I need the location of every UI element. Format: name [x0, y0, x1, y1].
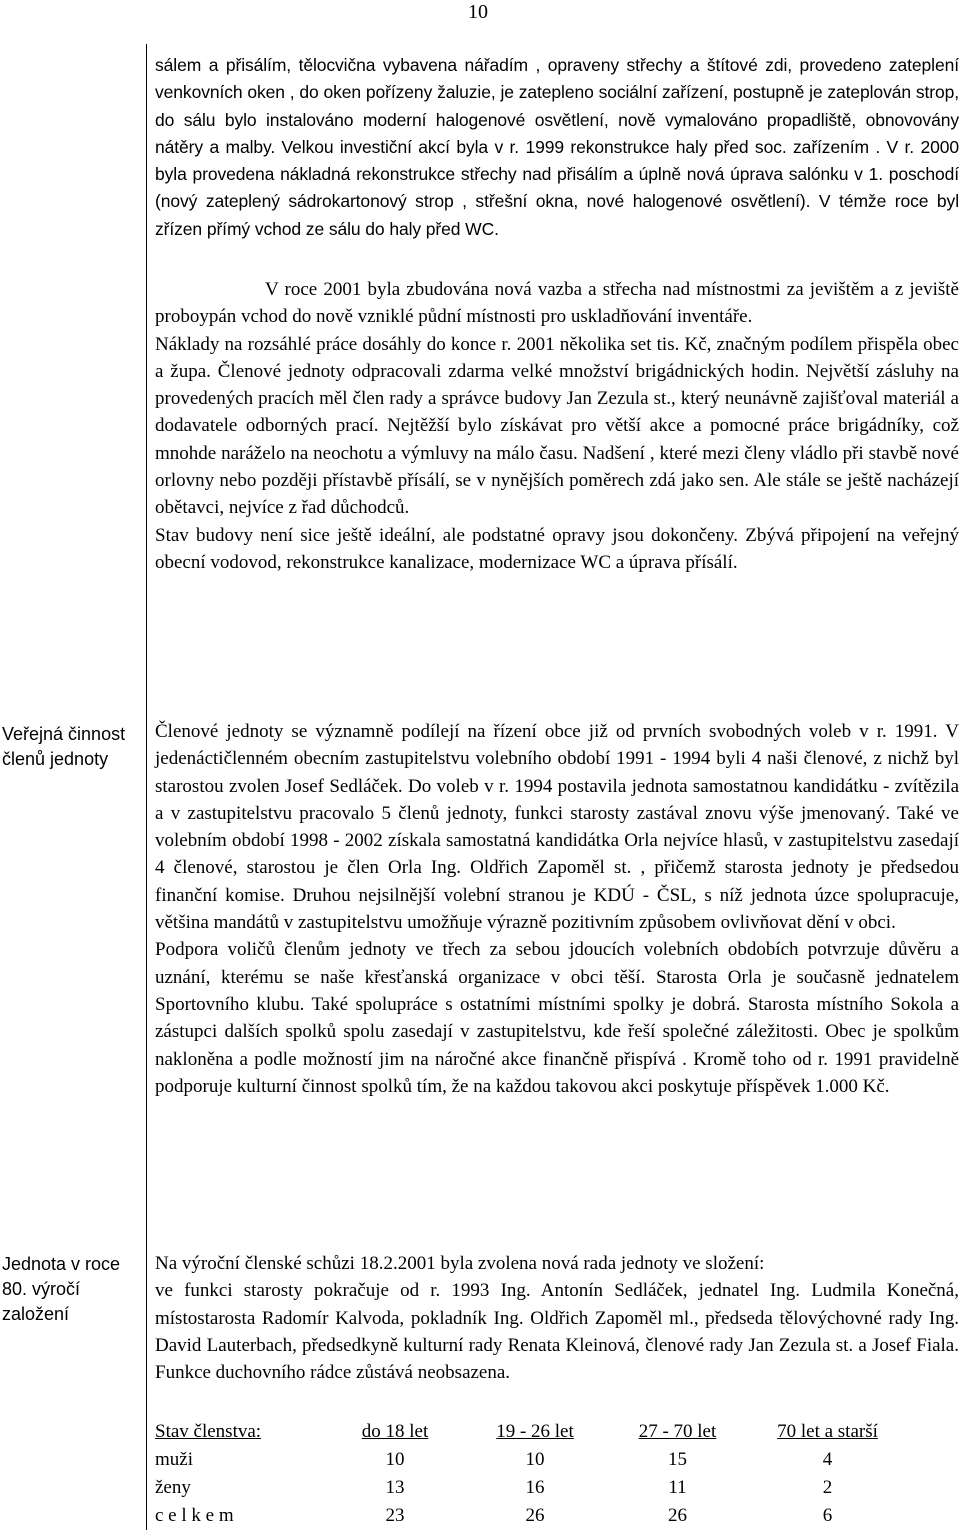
paragraph-building-2: Náklady na rozsáhlé práce dosáhly do konce r. 2001 několika set tis. Kč, značným podílem přispěla obec a župa. Členové jednoty odpracovali zdarma velké množství brigádnických hodin. Největší zásluhy na provedených pracích měl člen rady a správce budovy Jan Zezula st., který neunávně zajišťoval materiál a dodavatele odborných prací. Nejtěžší bylo získávat pro větší akce a pomocné práce brigádníky, což mnohde naráželo na neochotu a výmluvy na málo času. Nadšení , které mezi členy vládlo při stavbě nové orlovny nebo později přístavbě přísálí, se v nynějších poměrech zdá jako sen. Ale stále se ještě nacházejí obětavci, nejvíce z řad důchodců.: [155, 333, 959, 519]
table-row: [155, 1446, 915, 1474]
row-label-women: ženy: [155, 1477, 191, 1498]
margin-label-anniversary: Jednota v roce 80. výročí založení: [2, 1254, 121, 1324]
table-row: [155, 1502, 915, 1530]
paragraph-building-1: sálem a přisálím, tělocvična vybavena nářadím , opraveny střechy a štítové zdi, provedeno zateplení venkovních oken , do oken pořízeny žaluzie, je zatepleno sociální zařízení, postupně je zateplován strop, do sálu bylo instalováno moderní halogenové osvětlení, nově vymalováno propadliště, obnovovány nátěry a malby. Velkou investiční akcí byla v r. 1999 rekonstrukce haly před soc. zařízením . V r. 2000 byla provedena nákladná rekonstrukce střechy nad přisálím a úplně nová úprava salónku v 1. poschodí (nový zateplený sádrokartonový strop , střešní okna, nové halogenové osvětlení). V témže roce byl zřízen přímý vchod ze sálu do haly před WC.: [155, 55, 959, 239]
membership-table: [155, 1418, 915, 1530]
table-cell: 23: [385, 1505, 405, 1526]
section-anniversary: [155, 1250, 959, 1386]
paragraph-building-3: Stav budovy není sice ještě ideální, ale podstatné opravy jsou dokončeny. Zbývá připojení na veřejný obecní vodovod, rekonstrukce kanalizace, modernizace WC a úprava přísálí.: [155, 524, 959, 573]
table-cell: 10: [525, 1449, 545, 1470]
section-public-activity: [155, 718, 959, 1100]
header-label: Stav členstva:: [155, 1421, 262, 1442]
paragraph-building-1b: V roce 2001 byla zbudována nová vazba a střecha nad místnostmi za jevištěm a z jeviště proboурán vchod do nově vzniklé půdní místnosti pro uskladňování inventáře.: [155, 279, 959, 328]
table-cell: 15: [668, 1449, 687, 1470]
paragraph-public-2: Podpora voličů členům jednoty ve třech za sebou jdoucích volebních obdobích potvrzuje důvěru a uznání, kterému se naše křesťanská organizace v obci těší. Starosta Orla je současně jednatelem Sportovního klubu. Také spolupráce s ostatními místními spolky je dobrá. Starosta místního Sokola a zástupci dalších spolků spolu zasedají v zastupitelstvu, kde řeší společné záležitosti. Obec je spolkům nakloněna a podle možností jim na náročné akce finančně přispívá . Kromě toho od r. 1991 pravidelně podporuje kulturní činnost spolků tím, že na každou takovou akci poskytuje příspěvek 1.000 Kč.: [155, 939, 959, 1097]
table-cell: 13: [385, 1477, 405, 1498]
paragraph-public-1: Členové jednoty se významně podílejí na řízení obce již od prvních svobodných voleb v r. 1991. V jedenáctičlenném obecním zastupitelstvu volebního období 1991 - 1994 byli 4 naši členové, z nichž byl starostou zvolen Josef Sedláček. Do voleb v r. 1994 postavila jednota samostatnou kandidátku - zvítězila a v zastupitelstvu pracovalo 5 členů jednoty, funkci starosty zastával znovu výše jmenovaný. Také ve volebním období 1998 - 2002 získala samostatná kandidátka Orla nejvíce hlasů, v zastupitelstvu zasedají 4 členové, starostou je člen Orla Ing. Oldřich Zapoměl st. , přičemž starosta jednoty je předsedou finanční komise. Druhou nejsilnější volební stranou je KDÚ - ČSL, s níž jednota úzce spolupracuje, většina mandátů v zastupitelstvu umožňuje výrazně pozitivním způsobem ovlivňovat dění v obci.: [155, 721, 959, 934]
header-over-70: 70 let a starší: [777, 1421, 878, 1442]
margin-label-public-activity: Veřejná činnost členů jednoty: [2, 724, 126, 769]
row-label-total: c e l k e m: [155, 1505, 234, 1526]
margin-divider: [146, 44, 147, 1530]
page-number: 10: [468, 1, 488, 23]
table-cell: 16: [525, 1477, 545, 1498]
header-under-18: do 18 let: [361, 1421, 429, 1442]
table-cell: 26: [668, 1505, 687, 1526]
header-27-70: 27 - 70 let: [638, 1421, 717, 1442]
table-cell: 26: [525, 1505, 545, 1526]
paragraph-anniversary-line1: Na výroční členské schůzi 18.2.2001 byla zvolena nová rada jednoty ve složení:: [155, 1253, 765, 1274]
table-cell: 11: [668, 1477, 687, 1498]
table-cell: 6: [822, 1505, 833, 1526]
header-19-26: 19 - 26 let: [496, 1421, 574, 1442]
section-building-works: [155, 52, 959, 243]
table-cell: 4: [822, 1449, 833, 1470]
table-cell: 10: [385, 1449, 405, 1470]
row-label-men: muži: [155, 1449, 193, 1470]
section-building-works-serif: [155, 276, 959, 576]
table-row: [155, 1474, 915, 1502]
membership-header-row: [155, 1418, 915, 1446]
paragraph-anniversary-rest: ve funkci starosty pokračuje od r. 1993 Ing. Antonín Sedláček, jednatel Ing. Ludmila Konečná, místostarosta Radomír Kalvoda, pokladník Ing. Oldřich Zapoměl ml., předseda tělovýchovné rady Ing. David Lauterbach, předsedkyně kulturní rady Renata Kleinová, členové rady Jan Zezula st. a Josef Fiala. Funkce duchovního rádce zůstává neobsazena.: [155, 1280, 959, 1384]
table-cell: 2: [822, 1477, 833, 1498]
